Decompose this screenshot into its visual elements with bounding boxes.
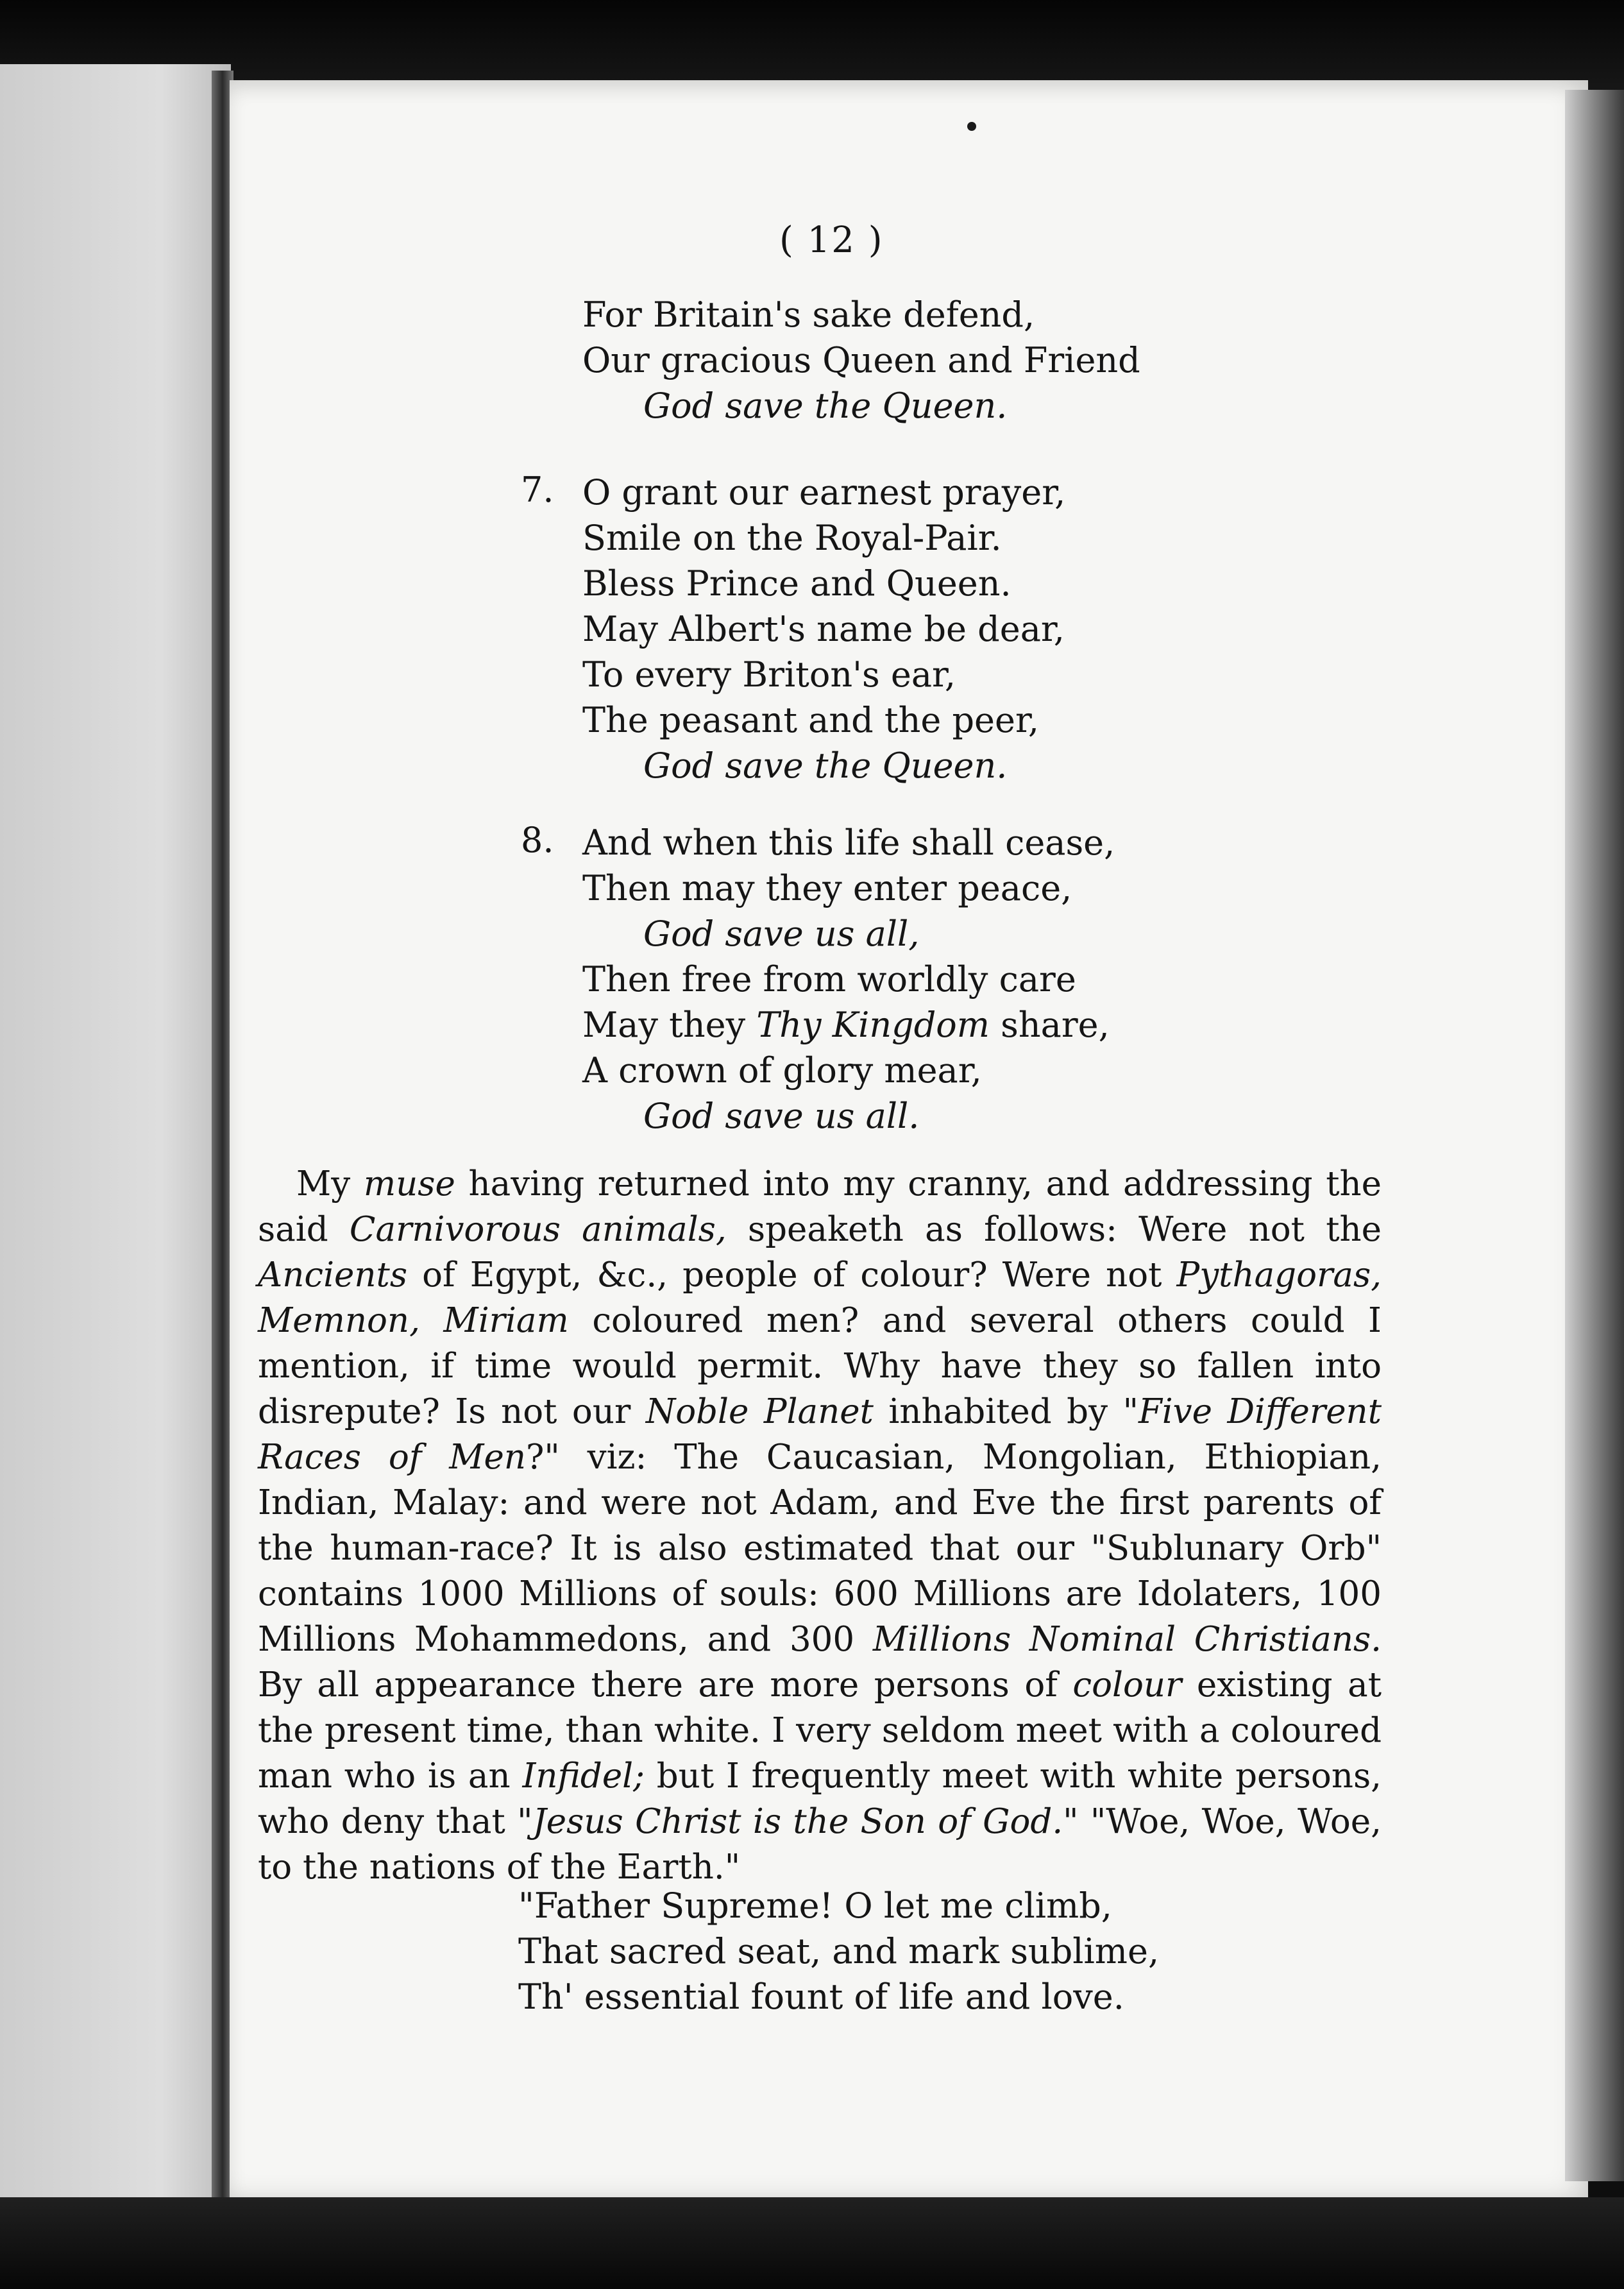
- text-run: of Egypt, &c., people of colour? Were not: [407, 1255, 1177, 1295]
- italic-run: Five Different Races of Men: [258, 1392, 1382, 1477]
- page-right-edge: [1565, 90, 1624, 2181]
- verse-line: A crown of glory mear,: [582, 1050, 982, 1091]
- verse-line: May Albert's name be dear,: [582, 609, 1065, 649]
- refrain-line: God save us all,: [643, 914, 920, 954]
- verse-line: Our gracious Queen and Friend: [582, 340, 1140, 380]
- italic-run: Carnivorous animals,: [349, 1210, 727, 1249]
- text-run: inhabited by ": [873, 1392, 1138, 1431]
- italic-run: Noble Planet: [645, 1392, 874, 1431]
- stanza-number: 7.: [521, 470, 554, 510]
- verse-line: [582, 1002, 1115, 1048]
- verse-line: Bless Prince and Queen.: [582, 563, 1011, 604]
- stanza-number: 8.: [521, 820, 554, 860]
- paragraph-text: [258, 1161, 1382, 1890]
- verse-line: And when this life shall cease,: [582, 822, 1115, 863]
- closing-quotation: [518, 1883, 1159, 2020]
- text-run: ?" viz: The Caucasian, Mongolian, Ethiopian, Indian, Malay: and were not Adam, and Eve the first parents of the human-race? It is also estimated that our "Sublunary Orb" contains 1000 Millions of souls: 600 Millions are Idolaters, 100 Millions Mohammedons, and 300: [258, 1438, 1382, 1659]
- text-run: speaketh as follows: Were not the: [726, 1210, 1382, 1249]
- verse-line: "Father Supreme! O let me climb,: [518, 1885, 1112, 1926]
- text-run: but I frequently meet with white persons, who deny that ": [258, 1757, 1382, 1841]
- verse-line: That sacred seat, and mark sublime,: [518, 1931, 1160, 1971]
- verse-line: Then may they enter peace,: [582, 868, 1072, 908]
- italic-run: Infidel;: [522, 1757, 645, 1796]
- verse-line: For Britain's sake defend,: [582, 294, 1035, 335]
- text-run: By all appearance there are more persons of: [258, 1665, 1073, 1705]
- verse-italic: Thy Kingdom: [756, 1005, 990, 1045]
- refrain-line: God save the Queen.: [643, 386, 1008, 426]
- page-number: ( 12 ): [779, 219, 884, 261]
- stanza-7: [582, 470, 1065, 788]
- stanza-8: [582, 820, 1115, 1139]
- scan-bottom-shadow: [0, 2197, 1624, 2289]
- refrain-line: God save us all.: [643, 1096, 920, 1136]
- italic-run: Jesus Christ is the Son of God.: [532, 1802, 1063, 1841]
- italic-run: Pythagoras, Memnon, Miriam: [258, 1255, 1382, 1340]
- verse-line: Th' essential fount of life and love.: [518, 1977, 1124, 2017]
- text-run: My: [296, 1164, 364, 1204]
- verse-line: Smile on the Royal-Pair.: [582, 518, 1002, 558]
- verse-text: share,: [989, 1005, 1110, 1045]
- text-run: coloured men? and several others could I mention, if time would permit. Why have they so fallen into disrepute? Is not our: [258, 1301, 1382, 1431]
- verse-text: May they: [582, 1005, 757, 1045]
- ink-speck: [967, 122, 976, 131]
- prose-paragraph: [258, 1161, 1382, 1890]
- facing-page-edge: [0, 64, 231, 2233]
- refrain-line: God save the Queen.: [643, 745, 1008, 786]
- text-run: " "Woe, Woe, Woe, to the nations of the Earth.": [258, 1802, 1382, 1887]
- text-run: having returned into my cranny, and addressing the said: [258, 1164, 1382, 1249]
- verse-line: To every Briton's ear,: [582, 654, 956, 695]
- italic-run: Ancients: [258, 1255, 408, 1295]
- italic-run: Millions Nominal Christians.: [872, 1620, 1382, 1659]
- italic-run: muse: [363, 1164, 455, 1204]
- verse-line: The peasant and the peer,: [582, 700, 1040, 740]
- verse-line: O grant our earnest prayer,: [582, 472, 1066, 513]
- verse-line: Then free from worldly care: [582, 959, 1076, 1000]
- text-run: existing at the present time, than white. I very seldom meet with a coloured man who is an: [258, 1665, 1382, 1796]
- stanza-continued: [582, 292, 1140, 429]
- italic-run: colour: [1072, 1665, 1182, 1705]
